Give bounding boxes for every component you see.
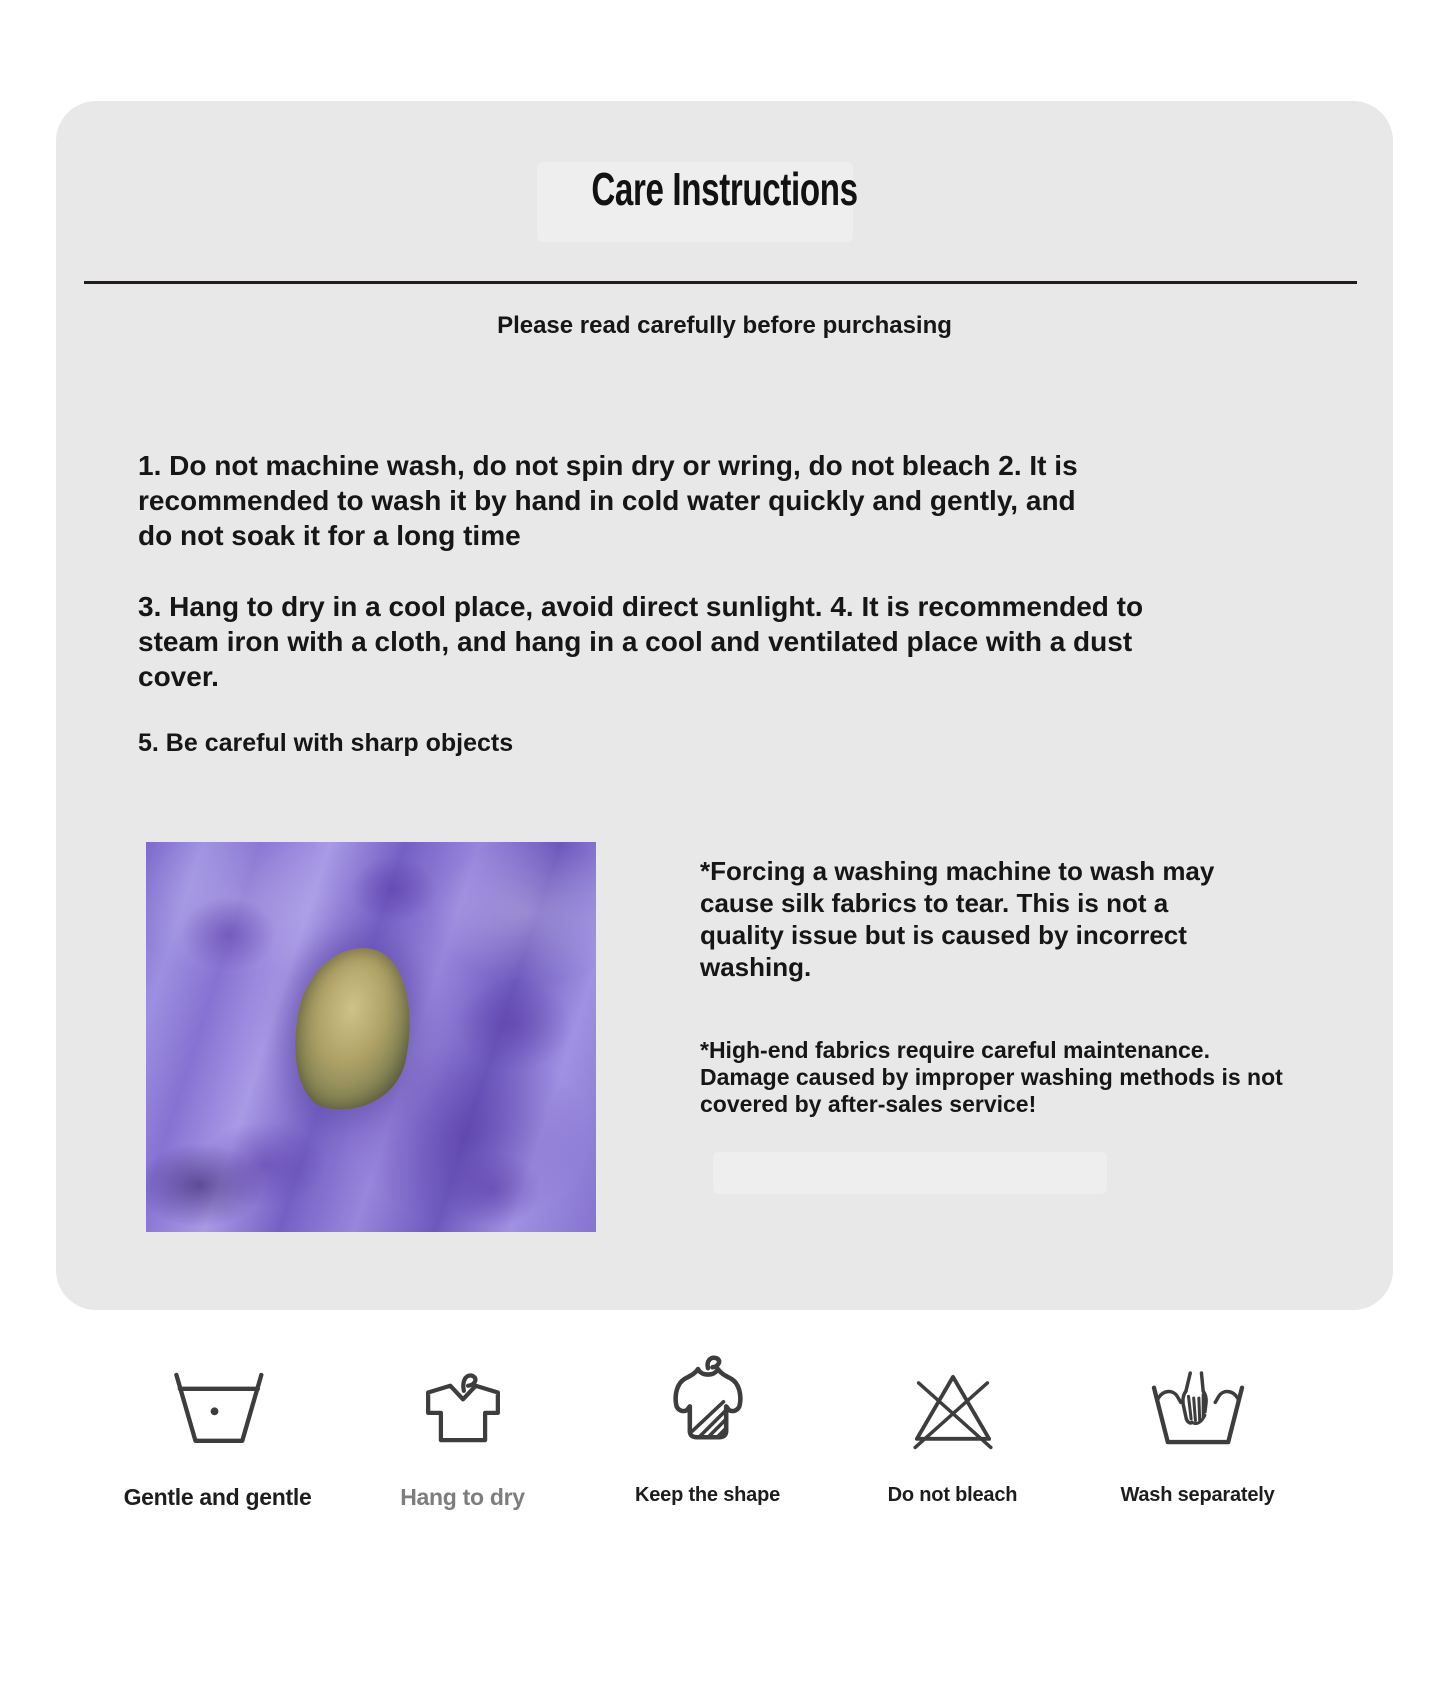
paragraph-line: 5. Be careful with sharp objects bbox=[138, 729, 514, 757]
icon-label: Do not bleach bbox=[887, 1484, 1018, 1506]
icon-label: Wash separately bbox=[1120, 1484, 1275, 1506]
wash-basin-dot-icon bbox=[162, 1368, 274, 1446]
icon-label: Keep the shape bbox=[634, 1484, 781, 1506]
paragraph-line: steam iron with a cloth, and hang in a cool and ventilated place with a dust bbox=[138, 626, 1133, 657]
care-item-gentle-wash bbox=[95, 1352, 340, 1511]
icon-box bbox=[412, 1352, 514, 1452]
warning-line: washing. bbox=[700, 952, 812, 982]
care-paragraph-3 bbox=[138, 728, 513, 758]
icon-box bbox=[658, 1352, 758, 1452]
paragraph-line: 3. Hang to dry in a cool place, avoid direct sunlight. 4. It is recommended to bbox=[138, 591, 1144, 622]
icon-label: Gentle and gentle bbox=[123, 1484, 312, 1510]
fabric-pattern-blotch bbox=[456, 977, 571, 1072]
garment-shape-icon bbox=[658, 1352, 758, 1448]
subtitle: Please read carefully before purchasing bbox=[497, 312, 952, 339]
fabric-pattern-blotch bbox=[181, 897, 276, 972]
care-item-do-not-bleach bbox=[830, 1352, 1075, 1511]
warning-line: quality issue but is caused by incorrect bbox=[700, 920, 1187, 950]
warning-line: Damage caused by improper washing methods is not bbox=[700, 1064, 1283, 1090]
warning-line: *High-end fabrics require careful maintenance. bbox=[700, 1037, 1210, 1063]
fabric-tear bbox=[280, 937, 427, 1122]
page-title: Care Instructions bbox=[591, 163, 858, 215]
icon-box bbox=[162, 1352, 274, 1452]
care-icons-row bbox=[95, 1352, 1320, 1511]
shirt-hanger-icon bbox=[412, 1360, 514, 1448]
warning-line: cause silk fabrics to tear. This is not a bbox=[700, 888, 1169, 918]
paragraph-line: recommended to wash it by hand in cold water quickly and gently, and bbox=[138, 485, 1076, 516]
care-item-wash-separately bbox=[1075, 1352, 1320, 1511]
machine-wash-warning bbox=[700, 855, 1214, 983]
care-item-hang-dry bbox=[340, 1352, 585, 1511]
warning-line: covered by after-sales service! bbox=[700, 1091, 1037, 1117]
fabric-pattern-blotch bbox=[351, 857, 436, 922]
paragraph-line: cover. bbox=[138, 661, 219, 692]
warning-line: *Forcing a washing machine to wash may bbox=[700, 856, 1215, 886]
fabric-pattern-blotch bbox=[446, 1152, 541, 1227]
icon-box bbox=[905, 1352, 1001, 1452]
aftersales-warning bbox=[700, 1037, 1283, 1118]
highlight-band bbox=[713, 1152, 1107, 1194]
icon-label: Hang to dry bbox=[400, 1484, 525, 1510]
crossed-triangle-icon bbox=[905, 1364, 1001, 1450]
care-item-keep-shape bbox=[585, 1352, 830, 1511]
fabric-pattern-blotch bbox=[201, 1122, 326, 1207]
paragraph-line: 1. Do not machine wash, do not spin dry or wring, do not bleach 2. It is bbox=[138, 450, 1078, 481]
divider-rule bbox=[84, 281, 1357, 284]
torn-silk-fabric-photo bbox=[146, 842, 596, 1232]
care-paragraph-1 bbox=[138, 448, 1078, 553]
care-paragraph-2 bbox=[138, 589, 1143, 694]
paragraph-line: do not soak it for a long time bbox=[138, 520, 521, 551]
hand-wash-icon bbox=[1146, 1367, 1250, 1449]
icon-box bbox=[1146, 1352, 1250, 1452]
